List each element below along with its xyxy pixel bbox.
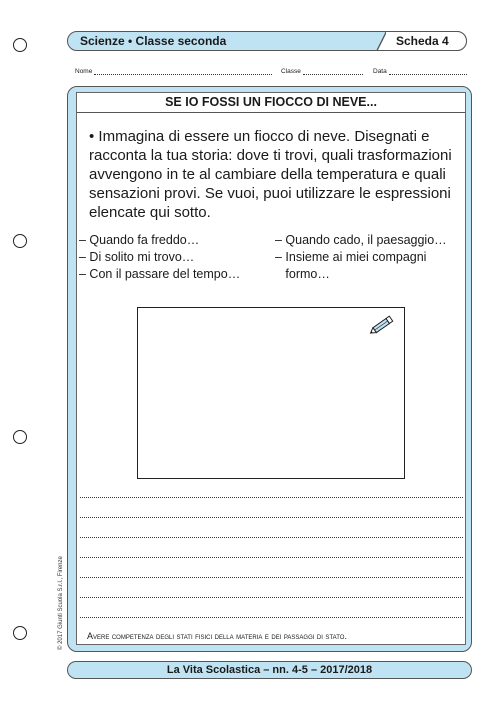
- binder-hole: [13, 626, 27, 640]
- footer-bar: [67, 661, 472, 679]
- writing-line[interactable]: [80, 498, 463, 518]
- prompt-item: – Quando cado, il paesaggio…: [275, 233, 447, 247]
- name-label: Nome: [75, 68, 93, 75]
- prompt-item: – Di solito mi trovo…: [79, 250, 195, 264]
- title-divider: [77, 112, 465, 113]
- prompt-item: – Insieme ai miei compagni: [275, 250, 427, 264]
- prompt-column-left: [79, 232, 240, 283]
- writing-line[interactable]: [80, 518, 463, 538]
- writing-line[interactable]: [80, 538, 463, 558]
- drawing-area[interactable]: [137, 307, 405, 479]
- binder-hole: [13, 430, 27, 444]
- binder-hole: [13, 234, 27, 248]
- subject-label: Scienze • Classe seconda: [80, 34, 227, 48]
- class-dotted-line: [303, 68, 363, 75]
- prompt-item: – Quando fa freddo…: [79, 233, 200, 247]
- competence-statement: Avere competenza degli stati fisici della materia e dei passaggi di stato.: [87, 631, 347, 641]
- writing-line[interactable]: [80, 598, 463, 618]
- class-field[interactable]: [281, 68, 363, 75]
- date-label: Data: [373, 68, 387, 75]
- writing-line[interactable]: [80, 558, 463, 578]
- instructions-text: • Immagina di essere un fiocco di neve. Disegnati e racconta la tua storia: dove ti trovi, quali trasformazioni avvengono in te al cambiare della temperatura e quali sensazioni provi. Se vuoi, puoi utilizzare le espressioni elencate qui sotto.: [89, 128, 452, 221]
- date-field[interactable]: [373, 68, 467, 75]
- binder-hole: [13, 38, 27, 52]
- publication-info: La Vita Scolastica – nn. 4-5 – 2017/2018: [166, 664, 373, 676]
- worksheet-title: SE IO FOSSI UN FIOCCO DI NEVE...: [165, 95, 377, 109]
- writing-line[interactable]: [80, 478, 463, 498]
- writing-lines[interactable]: [80, 478, 463, 618]
- name-dotted-line: [94, 68, 272, 75]
- writing-line[interactable]: [80, 578, 463, 598]
- name-field[interactable]: [75, 68, 272, 75]
- prompt-item: – Con il passare del tempo…: [79, 267, 241, 281]
- class-label: Classe: [281, 68, 301, 75]
- student-fields: [75, 68, 470, 78]
- header-bar: [67, 31, 467, 51]
- sheet-number: Scheda 4: [396, 34, 449, 48]
- date-dotted-line: [389, 68, 467, 75]
- worksheet-body: [76, 92, 466, 645]
- prompt-column-right: [275, 232, 447, 283]
- copyright-notice: © 2017 Giunti Scuola S.r.l., Firenze: [58, 556, 64, 650]
- sheet-tab: [385, 31, 467, 51]
- prompt-item: formo…: [275, 267, 330, 281]
- pencil-icon: [368, 314, 396, 336]
